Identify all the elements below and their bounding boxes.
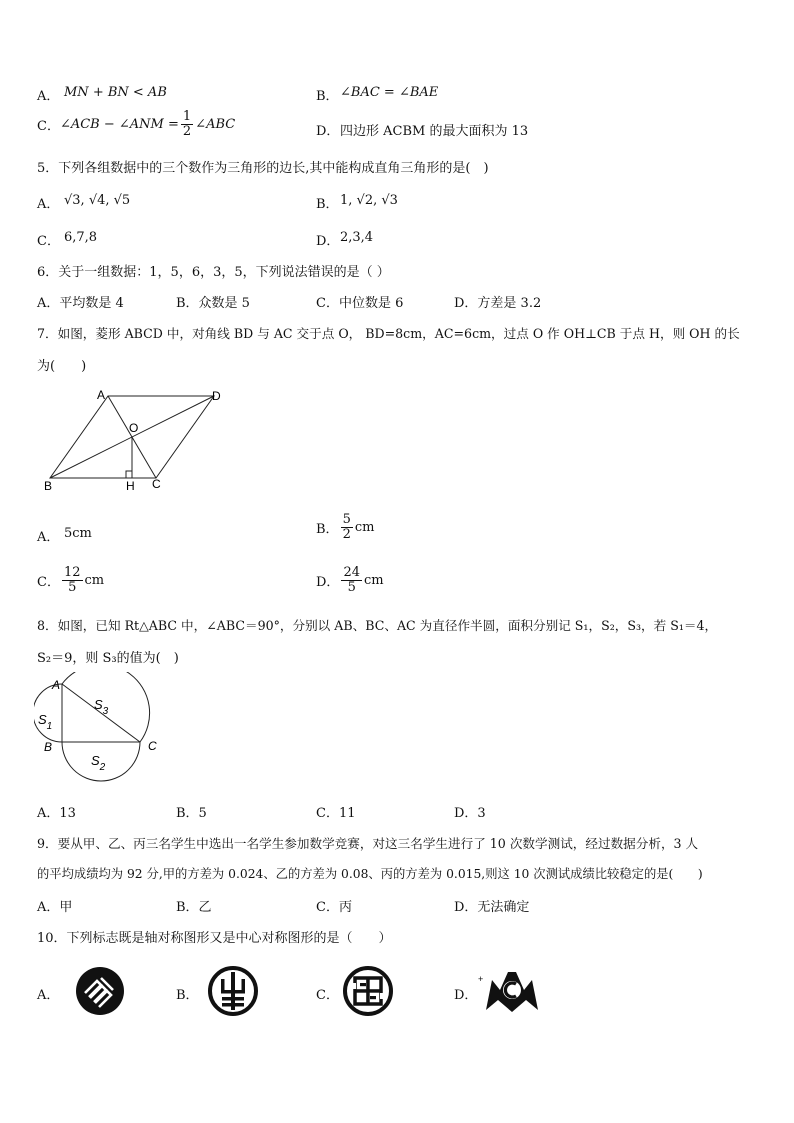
q8-option-b: B．5: [176, 806, 207, 821]
semicircles-figure: [34, 672, 164, 794]
q4-option-c: [37, 110, 235, 138]
q9-option-c: C．丙: [316, 900, 352, 915]
q4-option-a-label: A．: [37, 89, 60, 104]
q9-option-b: B．乙: [176, 900, 212, 915]
q7-option-b-fraction: $\frac{5}{2}$: [342, 512, 351, 542]
icbc-logo-icon: [343, 966, 393, 1016]
q6-option-d: D．方差是 3.2: [454, 296, 542, 311]
q5-option-b-text: 1, √2, √3: [340, 193, 398, 208]
q7-option-d-fraction: $\frac{24}{5}$: [343, 565, 360, 595]
q4-option-d-label: D．: [316, 124, 340, 139]
q10-option-d-label: D．: [454, 988, 478, 1003]
q7-option-a-text: 5cm: [64, 526, 92, 541]
q9-stem-line2: 的平均成绩均为 92 分,甲的方差为 0.024、乙的方差为 0.08、丙的方差为 0.015,则这 10 次测试成绩比较稳定的是( ): [37, 867, 703, 881]
q8-stem-line1: 8．如图，已知 Rt△ABC 中，∠ABC＝90°，分别以 AB、BC、AC 为直径作半圆，面积分别记 S₁，S₂，S₃，若 S₁＝4，: [37, 618, 718, 633]
q7-option-c: [37, 566, 104, 594]
q9-option-a: A．甲: [37, 900, 73, 915]
q5-option-a-label: A．: [37, 197, 60, 212]
label-s3: $S_3$: [94, 697, 109, 717]
label-c: C: [152, 477, 161, 491]
label-s1: $S_1$: [38, 712, 53, 732]
q5-option-d-text: 2,3,4: [340, 230, 374, 245]
q5-option-d-label: D．: [316, 234, 340, 249]
q4-option-c-label: C．: [37, 118, 60, 134]
q7-option-c-unit: cm: [84, 572, 105, 588]
china-mobile-logo-icon: [75, 966, 125, 1016]
q6-option-b: B．众数是 5: [176, 296, 250, 311]
q4-option-b-label: B．: [316, 89, 339, 104]
q9-option-d: D．无法确定: [454, 900, 530, 915]
q7-option-d-label: D．: [316, 574, 340, 590]
q6-option-a: A．平均数是 4: [37, 296, 124, 311]
q5-option-a-text: √3, √4, √5: [64, 193, 131, 208]
q4-option-b-text: ∠BAC = ∠BAE: [340, 85, 439, 100]
q8-option-a: A．13: [37, 806, 76, 821]
q8-stem-line2: S₂＝9，则 S₃的值为( ): [37, 651, 179, 666]
q7-option-b: [316, 513, 374, 541]
q6-option-c: C．中位数是 6: [316, 296, 404, 311]
label-b: B: [44, 740, 53, 754]
label-s2: $S_2$: [91, 753, 106, 773]
q5-option-b-label: B．: [316, 197, 339, 212]
q6-stem: 6．关于一组数据：1，5，6，3，5，下列说法错误的是（ ）: [37, 265, 390, 280]
q7-stem-line2: 为( ): [37, 359, 87, 374]
q4-option-c-right: ∠ABC: [195, 116, 236, 132]
label-a: A: [52, 678, 61, 692]
side-ac: [62, 684, 140, 742]
q10-option-a-label: A．: [37, 988, 60, 1003]
q7-option-c-label: C．: [37, 574, 60, 590]
label-d: D: [212, 389, 221, 403]
label-b: B: [44, 479, 53, 493]
q4-option-c-left: ∠ACB − ∠ANM =: [59, 116, 179, 132]
label-o: O: [129, 421, 139, 435]
q7-option-b-label: B．: [316, 521, 339, 537]
q7-option-a-label: A．: [37, 530, 60, 545]
q5-option-c-text: 6,7,8: [64, 230, 98, 245]
q4-option-c-fraction: $\frac{1}{2}$: [182, 109, 192, 139]
right-angle-mark: [126, 471, 132, 478]
q10-stem: 10．下列标志既是轴对称图形又是中心对称图形的是（ ）: [37, 931, 392, 946]
rural-credit-logo-icon: [476, 966, 548, 1016]
q7-option-b-unit: cm: [354, 519, 375, 535]
q9-stem-line1: 9．要从甲、乙、丙三名学生中选出一名学生参加数学竞赛，对这三名学生进行了 10 次数学测试，经过数据分析，3 人: [37, 836, 699, 851]
q10-option-c-label: C．: [316, 988, 339, 1003]
agricultural-bank-logo-icon: [208, 966, 258, 1016]
label-a: A: [97, 388, 106, 402]
q4-option-a-text: MN + BN < AB: [64, 85, 167, 100]
q8-option-c: C．11: [316, 806, 356, 821]
label-h: H: [126, 479, 135, 493]
q7-stem-line1: 7．如图，菱形 ABCD 中，对角线 BD 与 AC 交于点 O， BD=8cm，AC=6cm，过点 O 作 OH⊥CB 于点 H，则 OH 的长: [37, 326, 740, 341]
small-mark: +: [478, 974, 484, 984]
q4-option-d-text: 四边形 ACBM 的最大面积为 13: [340, 124, 529, 139]
q5-option-c-label: C．: [37, 234, 60, 249]
q5-stem: 5．下列各组数据中的三个数作为三角形的边长,其中能构成直角三角形的是( ): [37, 161, 489, 176]
q7-option-d-unit: cm: [363, 572, 384, 588]
q8-option-d: D．3: [454, 806, 486, 821]
q10-option-b-label: B．: [176, 988, 199, 1003]
rhombus-figure: [40, 382, 240, 494]
q7-option-d: [316, 566, 384, 594]
label-c: C: [148, 739, 157, 753]
q7-option-c-fraction: $\frac{12}{5}$: [63, 565, 81, 595]
